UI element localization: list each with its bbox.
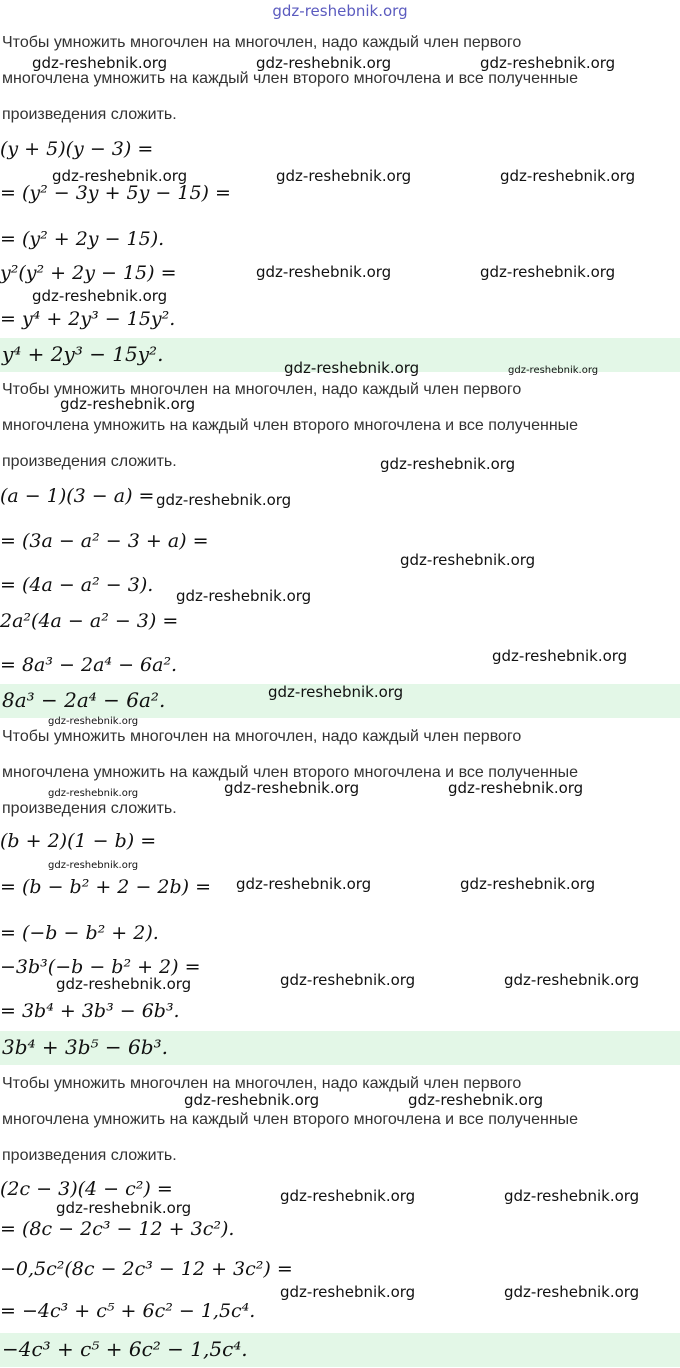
watermark-text: gdz-reshebnik.org: [284, 359, 420, 377]
problem-1-step-4: y²(y² + 2y − 15) =: [0, 262, 177, 284]
watermark-text: gdz-reshebnik.org: [508, 365, 599, 376]
problem-4-answer: −4c³ + c⁵ + 6c² − 1,5c⁴.: [2, 1337, 248, 1361]
watermark-text: gdz-reshebnik.org: [48, 716, 139, 727]
watermark-text: gdz-reshebnik.org: [176, 587, 312, 605]
intro-line-2: многочлена умножить на каждый член второго многочлена и все полученные: [2, 764, 579, 781]
watermark-text: gdz-reshebnik.org: [56, 975, 192, 993]
watermark-text: gdz-reshebnik.org: [48, 788, 139, 799]
watermark-text: gdz-reshebnik.org: [504, 1283, 640, 1301]
watermark-text: gdz-reshebnik.org: [480, 54, 616, 72]
watermark-text: gdz-reshebnik.org: [276, 167, 412, 185]
watermark-text: gdz-reshebnik.org: [280, 1283, 416, 1301]
watermark-text: gdz-reshebnik.org: [236, 875, 372, 893]
watermark-text: gdz-reshebnik.org: [256, 54, 392, 72]
watermark-text: gdz-reshebnik.org: [448, 779, 584, 797]
watermark-text: gdz-reshebnik.org: [56, 1199, 192, 1217]
problem-1-step-5: = y⁴ + 2y³ − 15y².: [0, 308, 176, 330]
problem-4-step-3: −0,5c²(8c − 2c³ − 12 + 3c²) =: [0, 1258, 293, 1280]
problem-1-answer: y⁴ + 2y³ − 15y².: [2, 342, 164, 366]
intro-line-3: произведения сложить.: [2, 1147, 177, 1164]
problem-1-step-3: = (y² + 2y − 15).: [0, 228, 165, 250]
watermark-text: gdz-reshebnik.org: [408, 1091, 544, 1109]
watermark-text: gdz-reshebnik.org: [480, 263, 616, 281]
problem-3-step-5: = 3b⁴ + 3b³ − 6b³.: [0, 1000, 180, 1022]
problem-2-step-3: = (4a − a² − 3).: [0, 574, 154, 596]
intro-line-1: Чтобы умножить многочлен на многочлен, надо каждый член первого: [2, 728, 522, 745]
watermark-text: gdz-reshebnik.org: [52, 167, 188, 185]
watermark-text: gdz-reshebnik.org: [400, 551, 536, 569]
intro-line-2: многочлена умножить на каждый член второго многочлена и все полученные: [2, 417, 579, 434]
problem-2-step-5: = 8a³ − 2a⁴ − 6a².: [0, 654, 178, 676]
watermark-text: gdz-reshebnik.org: [224, 779, 360, 797]
intro-line-3: произведения сложить.: [2, 106, 177, 123]
watermark-text: gdz-reshebnik.org: [156, 491, 292, 509]
intro-line-3: произведения сложить.: [2, 453, 177, 470]
problem-3-step-4: −3b³(−b − b² + 2) =: [0, 956, 201, 978]
watermark-text: gdz-reshebnik.org: [268, 683, 404, 701]
problem-3-step-2: = (b − b² + 2 − 2b) =: [0, 876, 212, 898]
intro-line-1: Чтобы умножить многочлен на многочлен, надо каждый член первого: [2, 381, 522, 398]
problem-3-answer-bar: [0, 1031, 680, 1065]
intro-line-2: многочлена умножить на каждый член второго многочлена и все полученные: [2, 70, 579, 87]
intro-line-1: Чтобы умножить многочлен на многочлен, надо каждый член первого: [2, 1075, 522, 1092]
watermark-text: gdz-reshebnik.org: [460, 875, 596, 893]
problem-3-answer: 3b⁴ + 3b⁵ − 6b³.: [2, 1035, 168, 1059]
watermark-text: gdz-reshebnik.org: [32, 287, 168, 305]
problem-1-step-1: (y + 5)(y − 3) =: [0, 138, 154, 160]
watermark-text: gdz-reshebnik.org: [60, 395, 196, 413]
problem-4-answer-bar: [0, 1333, 680, 1367]
watermark-text: gdz-reshebnik.org: [504, 1187, 640, 1205]
problem-2-step-4: 2a²(4a − a² − 3) =: [0, 610, 179, 632]
watermark-text: gdz-reshebnik.org: [380, 455, 516, 473]
problem-4-step-4: = −4c³ + c⁵ + 6c² − 1,5c⁴.: [0, 1300, 256, 1322]
watermark-text: gdz-reshebnik.org: [280, 1187, 416, 1205]
problem-2-step-1: (a − 1)(3 − a) =: [0, 485, 155, 507]
problem-4-step-1: (2c − 3)(4 − c²) =: [0, 1178, 173, 1200]
problem-3-step-3: = (−b − b² + 2).: [0, 922, 159, 944]
watermark-text: gdz-reshebnik.org: [256, 263, 392, 281]
problem-2-step-2: = (3a − a² − 3 + a) =: [0, 530, 209, 552]
watermark-text: gdz-reshebnik.org: [48, 860, 139, 871]
header-site-link[interactable]: gdz-reshebnik.org: [272, 2, 408, 20]
problem-2-answer: 8a³ − 2a⁴ − 6a².: [2, 688, 166, 712]
watermark-text: gdz-reshebnik.org: [184, 1091, 320, 1109]
watermark-text: gdz-reshebnik.org: [280, 971, 416, 989]
watermark-text: gdz-reshebnik.org: [500, 167, 636, 185]
intro-line-2: многочлена умножить на каждый член второго многочлена и все полученные: [2, 1111, 579, 1128]
watermark-text: gdz-reshebnik.org: [492, 647, 628, 665]
intro-line-3: произведения сложить.: [2, 800, 177, 817]
problem-3-step-1: (b + 2)(1 − b) =: [0, 830, 157, 852]
watermark-text: gdz-reshebnik.org: [32, 54, 168, 72]
intro-line-1: Чтобы умножить многочлен на многочлен, надо каждый член первого: [2, 34, 522, 51]
problem-4-step-2: = (8c − 2c³ − 12 + 3c²).: [0, 1218, 235, 1240]
problem-1-step-2: = (y² − 3y + 5y − 15) =: [0, 182, 231, 204]
watermark-text: gdz-reshebnik.org: [504, 971, 640, 989]
